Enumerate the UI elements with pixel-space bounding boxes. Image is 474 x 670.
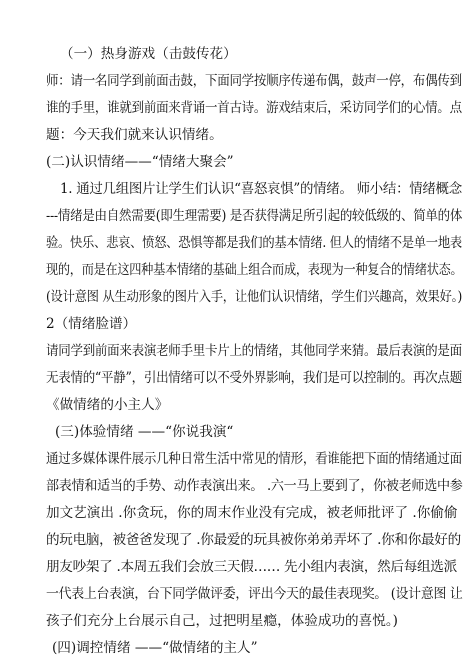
- paragraph-line: 孩子们充分上台展示自己，过把明星瘾，体验成功的喜悦。): [46, 613, 398, 629]
- section-heading-regulate: (四)调控情绪 ——“做情绪的主人”: [52, 640, 258, 656]
- paragraph-line: ---情绪是由自然需要(即生理需要) 是否获得满足所引起的较低级的、简单的体: [46, 208, 463, 224]
- section-heading-recognize: (二)认识情绪——“情绪大聚会”: [46, 154, 234, 170]
- paragraph-line: 验。快乐、悲哀、愤怒、恐惧等都是我们的基本情绪. 但人的情绪不是单一地表: [46, 235, 462, 251]
- paragraph-line: 现的，而是在这四种基本情绪的基础上组合而成，表现为一种复合的情绪状态。: [46, 262, 463, 278]
- section-heading-warmup: （一）热身游戏（击鼓传花）: [60, 46, 237, 62]
- paragraph-line: 一代表上台表演，台下同学做评委，评出今天的最佳表现奖。 (设计意图 让: [46, 586, 463, 602]
- paragraph-line: 题：今天我们就来认识情绪。: [46, 127, 223, 143]
- paragraph-line: 加文艺演出 .你贪玩，你的周末作业没有完成，被老师批评了 .你偷偷: [46, 505, 458, 521]
- paragraph-line: 谁的手里，谁就到前面来背诵一首古诗。游戏结束后，采访同学们的心情。点: [46, 100, 462, 116]
- paragraph-line: 部表情和适当的手势、动作表演出来。 .六一马上要到了，你被老师选中参: [46, 478, 463, 494]
- paragraph-line: 通过多媒体课件展示几种日常生活中常见的情形，看谁能把下面的情绪通过面: [46, 451, 462, 467]
- section-heading-experience: (三)体验情绪 ——“你说我演“: [55, 424, 234, 440]
- paragraph-line: 请同学到前面来表演老师手里卡片上的情绪，其他同学来猜。最后表演的是面: [46, 343, 462, 359]
- paragraph-line: 的玩电脑，被爸爸发现了 .你最爱的玩具被你弟弟弄坏了 .你和你最好的: [46, 532, 461, 548]
- paragraph-line: 师：请一名同学到前面击鼓，下面同学按顺序传递布偶，鼓声一停，布偶传到: [46, 73, 462, 89]
- paragraph-line: 朋友吵架了 .本周五我们会放三天假…… 先小组内表演，然后每组选派: [46, 559, 457, 575]
- subsection-heading-face: 2（情绪脸谱）: [46, 316, 137, 332]
- design-note: (设计意图 从生动形象的图片入手，让他们认识情绪，学生们兴趣高，效果好。): [46, 289, 463, 305]
- paragraph-line: 《做情绪的小主人》: [46, 397, 169, 413]
- paragraph-line: 无表情的“平静”，引出情绪可以不受外界影响，我们是可以控制的。再次点题: [46, 370, 462, 386]
- paragraph-line: 1. 通过几组图片让学生们认识“喜怒哀惧”的情绪。 师小结：情绪概念: [60, 181, 462, 197]
